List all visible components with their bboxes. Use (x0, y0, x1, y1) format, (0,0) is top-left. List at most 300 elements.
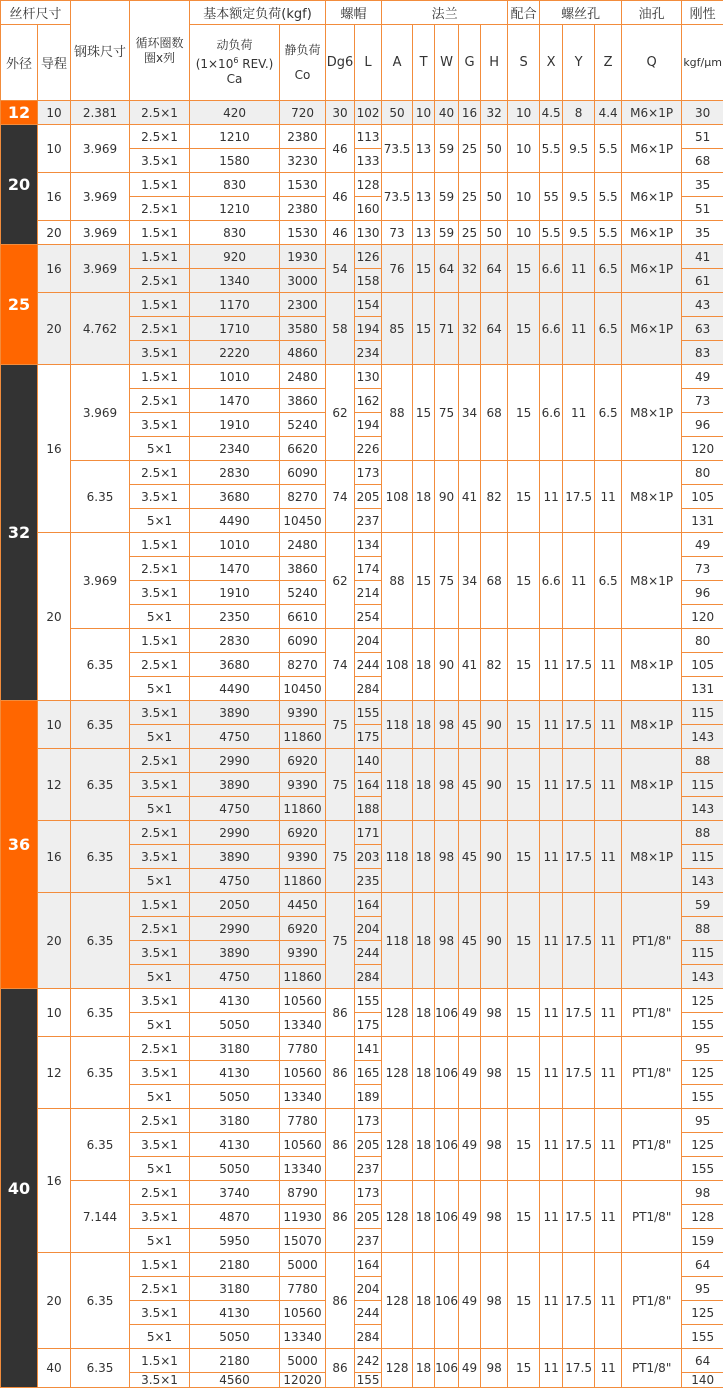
static-load-cell: 12020 (280, 1373, 326, 1388)
z-cell: 11 (595, 989, 622, 1037)
w-cell: 106 (435, 1037, 459, 1109)
static-load-cell: 2380 (280, 197, 326, 221)
l-cell: 244 (355, 941, 382, 965)
dynamic-load-cell: 4130 (190, 1301, 280, 1325)
h-cell: 90 (481, 821, 508, 893)
l-cell: 102 (355, 101, 382, 125)
circuits-cell: 1.5×1 (130, 1253, 190, 1277)
dg6-cell: 58 (326, 293, 355, 365)
g-cell: 34 (459, 533, 481, 629)
static-load-cell: 6920 (280, 749, 326, 773)
dynamic-load-cell: 4490 (190, 677, 280, 701)
g-cell: 32 (459, 293, 481, 365)
dg6-cell: 54 (326, 245, 355, 293)
table-row (1, 749, 723, 773)
l-cell: 226 (355, 437, 382, 461)
dynamic-load-cell: 5950 (190, 1229, 280, 1253)
ball-size-cell: 6.35 (71, 893, 130, 989)
l-cell: 254 (355, 605, 382, 629)
circuits-cell: 3.5×1 (130, 1133, 190, 1157)
dynamic-load-cell: 1170 (190, 293, 280, 317)
rigidity-cell: 80 (682, 629, 723, 653)
rigidity-cell: 64 (682, 1349, 723, 1373)
x-cell: 4.5 (540, 101, 563, 125)
h-cell: 50 (481, 125, 508, 173)
circuits-cell: 2.5×1 (130, 821, 190, 845)
static-load-cell: 6920 (280, 821, 326, 845)
lead-cell: 16 (38, 1109, 71, 1253)
w-cell: 71 (435, 293, 459, 365)
t-header: T (413, 25, 435, 101)
a-cell: 73.5 (382, 125, 413, 173)
l-cell: 155 (355, 701, 382, 725)
circuits-cell: 5×1 (130, 1085, 190, 1109)
rigidity-cell: 155 (682, 1013, 723, 1037)
a-cell: 88 (382, 533, 413, 629)
ball-size-cell: 3.969 (71, 245, 130, 293)
static-load-cell: 7780 (280, 1109, 326, 1133)
lead-cell: 10 (38, 989, 71, 1037)
circuits-cell: 5×1 (130, 1013, 190, 1037)
static-load-label: 静负荷 (280, 43, 325, 58)
dynamic-load-cell: 830 (190, 221, 280, 245)
l-cell: 160 (355, 197, 382, 221)
l-cell: 140 (355, 749, 382, 773)
lead-cell: 20 (38, 221, 71, 245)
dg6-cell: 86 (326, 989, 355, 1037)
z-cell: 11 (595, 749, 622, 821)
circuits-cell: 3.5×1 (130, 1373, 190, 1388)
ball-size-cell: 6.35 (71, 1037, 130, 1109)
x-cell: 11 (540, 989, 563, 1037)
x-cell: 11 (540, 1181, 563, 1253)
s-header: S (508, 25, 540, 101)
y-cell: 17.5 (563, 461, 595, 533)
rigidity-cell: 80 (682, 461, 723, 485)
t-cell: 15 (413, 245, 435, 293)
outer-dia-cell: 12 (1, 101, 38, 125)
table-row (1, 461, 723, 485)
circuits-cell: 2.5×1 (130, 1277, 190, 1301)
dg6-cell: 75 (326, 749, 355, 821)
dynamic-load-cell: 1210 (190, 197, 280, 221)
table-row (1, 1109, 723, 1133)
g-cell: 49 (459, 1349, 481, 1388)
h-cell: 98 (481, 1349, 508, 1388)
dynamic-load-header (190, 25, 280, 101)
static-load-cell: 9390 (280, 701, 326, 725)
dynamic-load-cell: 4490 (190, 509, 280, 533)
y-cell: 17.5 (563, 701, 595, 749)
rigidity-cell: 51 (682, 125, 723, 149)
l-cell: 154 (355, 293, 382, 317)
dynamic-load-cell: 1010 (190, 365, 280, 389)
static-load-cell: 9390 (280, 845, 326, 869)
lead-cell: 16 (38, 173, 71, 221)
dynamic-load-cell: 2350 (190, 605, 280, 629)
static-load-cell: 5000 (280, 1349, 326, 1373)
dynamic-load-cell: 3180 (190, 1277, 280, 1301)
dynamic-load-cell: 2220 (190, 341, 280, 365)
circuits-cell: 3.5×1 (130, 1301, 190, 1325)
l-cell: 237 (355, 1229, 382, 1253)
q-cell: PT1/8" (622, 1349, 682, 1388)
ball-size-cell: 6.35 (71, 701, 130, 749)
z-cell: 11 (595, 1253, 622, 1349)
z-cell: 5.5 (595, 125, 622, 173)
table-row (1, 533, 723, 557)
t-cell: 18 (413, 989, 435, 1037)
table-row (1, 1037, 723, 1061)
rigidity-cell: 88 (682, 821, 723, 845)
q-cell: PT1/8" (622, 893, 682, 989)
static-load-cell: 6090 (280, 461, 326, 485)
x-cell: 6.6 (540, 533, 563, 629)
circuits-cell: 5×1 (130, 725, 190, 749)
dg6-cell: 46 (326, 221, 355, 245)
circuits-cell: 5×1 (130, 1229, 190, 1253)
q-cell: M8×1P (622, 533, 682, 629)
circuits-header: 循环圈数圈x列 (130, 1, 190, 101)
ball-size-cell: 3.969 (71, 173, 130, 221)
static-load-cell: 3230 (280, 149, 326, 173)
lead-cell: 20 (38, 1253, 71, 1349)
g-cell: 45 (459, 749, 481, 821)
outer-dia-cell: 20 (1, 125, 38, 245)
t-cell: 18 (413, 1349, 435, 1388)
static-load-cell: 10450 (280, 677, 326, 701)
circuits-cell: 2.5×1 (130, 389, 190, 413)
a-cell: 128 (382, 1253, 413, 1349)
y-cell: 9.5 (563, 173, 595, 221)
a-cell: 128 (382, 1349, 413, 1388)
g-cell: 25 (459, 125, 481, 173)
w-header: W (435, 25, 459, 101)
rigidity-cell: 96 (682, 581, 723, 605)
g-cell: 49 (459, 1037, 481, 1109)
a-cell: 128 (382, 989, 413, 1037)
a-cell: 128 (382, 1181, 413, 1253)
x-cell: 55 (540, 173, 563, 221)
t-cell: 18 (413, 749, 435, 821)
table-row (1, 221, 723, 245)
x-cell: 6.6 (540, 245, 563, 293)
l-cell: 205 (355, 1205, 382, 1229)
dg6-cell: 75 (326, 893, 355, 989)
q-cell: PT1/8" (622, 1253, 682, 1349)
l-cell: 205 (355, 1133, 382, 1157)
dynamic-load-cell: 5050 (190, 1157, 280, 1181)
q-cell: M8×1P (622, 461, 682, 533)
g-cell: 49 (459, 1181, 481, 1253)
dg6-cell: 74 (326, 629, 355, 701)
a-cell: 88 (382, 365, 413, 461)
l-cell: 164 (355, 893, 382, 917)
rigidity-cell: 125 (682, 1301, 723, 1325)
dg6-cell: 86 (326, 1253, 355, 1349)
circuits-cell: 1.5×1 (130, 533, 190, 557)
table-row (1, 365, 723, 389)
g-cell: 25 (459, 221, 481, 245)
rigidity-cell: 115 (682, 941, 723, 965)
static-load-cell: 2380 (280, 125, 326, 149)
t-cell: 18 (413, 1109, 435, 1181)
h-header: H (481, 25, 508, 101)
l-cell: 141 (355, 1037, 382, 1061)
dynamic-load-cell: 3890 (190, 773, 280, 797)
outer-dia-cell: 40 (1, 989, 38, 1388)
circuits-cell: 5×1 (130, 605, 190, 629)
dynamic-load-cell: 3680 (190, 653, 280, 677)
rigidity-cell: 105 (682, 485, 723, 509)
dynamic-load-cell: 4130 (190, 1133, 280, 1157)
dynamic-load-cell: 1340 (190, 269, 280, 293)
x-cell: 11 (540, 821, 563, 893)
z-cell: 11 (595, 629, 622, 701)
rigidity-cell: 51 (682, 197, 723, 221)
y-cell: 17.5 (563, 1181, 595, 1253)
l-cell: 234 (355, 341, 382, 365)
static-load-cell: 10450 (280, 509, 326, 533)
static-load-cell: 7780 (280, 1277, 326, 1301)
static-load-cell: 9390 (280, 941, 326, 965)
circuits-cell: 3.5×1 (130, 341, 190, 365)
l-cell: 165 (355, 1061, 382, 1085)
w-cell: 106 (435, 1349, 459, 1388)
h-cell: 68 (481, 365, 508, 461)
rigidity-cell: 143 (682, 725, 723, 749)
circuits-cell: 5×1 (130, 869, 190, 893)
lead-header: 导程 (38, 25, 71, 101)
dynamic-load-cell: 1470 (190, 557, 280, 581)
x-cell: 11 (540, 701, 563, 749)
rigidity-cell: 35 (682, 221, 723, 245)
static-load-cell: 720 (280, 101, 326, 125)
rigidity-cell: 131 (682, 509, 723, 533)
q-cell: M8×1P (622, 701, 682, 749)
static-load-cell: 13340 (280, 1085, 326, 1109)
dg6-header: Dg6 (326, 25, 355, 101)
l-cell: 205 (355, 485, 382, 509)
y-cell: 17.5 (563, 1253, 595, 1349)
dynamic-load-cell: 5050 (190, 1013, 280, 1037)
dynamic-load-cell: 2830 (190, 629, 280, 653)
ca-label: Ca (190, 72, 279, 87)
dynamic-load-cell: 2340 (190, 437, 280, 461)
a-cell: 118 (382, 821, 413, 893)
s-cell: 15 (508, 461, 540, 533)
q-cell: M8×1P (622, 749, 682, 821)
q-cell: PT1/8" (622, 989, 682, 1037)
rigidity-cell: 115 (682, 845, 723, 869)
a-header: A (382, 25, 413, 101)
bolt-hole-header: 螺丝孔 (540, 1, 622, 25)
t-cell: 13 (413, 173, 435, 221)
dynamic-load-condition: ($1\times 10^6$ REV.) (190, 53, 279, 72)
table-row (1, 893, 723, 917)
rigidity-cell: 131 (682, 677, 723, 701)
rigidity-cell: 59 (682, 893, 723, 917)
ball-size-cell: 6.35 (71, 461, 130, 533)
dynamic-load-cell: 4750 (190, 965, 280, 989)
circuits-cell: 3.5×1 (130, 149, 190, 173)
static-load-cell: 4450 (280, 893, 326, 917)
dynamic-load-cell: 4130 (190, 989, 280, 1013)
static-load-cell: 7780 (280, 1037, 326, 1061)
x-cell: 11 (540, 461, 563, 533)
s-cell: 15 (508, 365, 540, 461)
t-cell: 18 (413, 629, 435, 701)
q-cell: M6×1P (622, 245, 682, 293)
s-cell: 15 (508, 245, 540, 293)
a-cell: 108 (382, 629, 413, 701)
dynamic-load-cell: 420 (190, 101, 280, 125)
dynamic-load-cell: 1910 (190, 581, 280, 605)
w-cell: 59 (435, 221, 459, 245)
static-load-cell: 11930 (280, 1205, 326, 1229)
dg6-cell: 86 (326, 1109, 355, 1181)
q-cell: PT1/8" (622, 1037, 682, 1109)
static-load-cell: 2480 (280, 533, 326, 557)
z-header: Z (595, 25, 622, 101)
rigidity-header: 刚性 (682, 1, 723, 25)
s-cell: 15 (508, 1109, 540, 1181)
l-cell: 244 (355, 653, 382, 677)
w-cell: 90 (435, 461, 459, 533)
static-load-cell: 2300 (280, 293, 326, 317)
g-cell: 41 (459, 629, 481, 701)
table-row (1, 821, 723, 845)
g-cell: 49 (459, 1253, 481, 1349)
dynamic-load-cell: 1010 (190, 533, 280, 557)
l-cell: 194 (355, 317, 382, 341)
rigidity-cell: 49 (682, 365, 723, 389)
dynamic-load-cell: 2050 (190, 893, 280, 917)
dynamic-load-cell: 4560 (190, 1373, 280, 1388)
dg6-cell: 75 (326, 821, 355, 893)
t-cell: 15 (413, 293, 435, 365)
rigidity-cell: 64 (682, 1253, 723, 1277)
x-cell: 11 (540, 893, 563, 989)
circuits-cell: 2.5×1 (130, 917, 190, 941)
table-row (1, 293, 723, 317)
circuits-cell: 5×1 (130, 797, 190, 821)
ball-size-cell: 6.35 (71, 1349, 130, 1388)
y-cell: 17.5 (563, 1109, 595, 1181)
dynamic-load-cell: 1710 (190, 317, 280, 341)
z-cell: 5.5 (595, 173, 622, 221)
s-cell: 15 (508, 989, 540, 1037)
circuits-cell: 2.5×1 (130, 101, 190, 125)
l-cell: 164 (355, 1253, 382, 1277)
t-cell: 10 (413, 101, 435, 125)
table-row (1, 1253, 723, 1277)
ball-size-cell: 6.35 (71, 989, 130, 1037)
lead-cell: 20 (38, 533, 71, 701)
circuits-cell: 2.5×1 (130, 653, 190, 677)
static-load-cell: 5000 (280, 1253, 326, 1277)
static-load-cell: 11860 (280, 725, 326, 749)
l-cell: 174 (355, 557, 382, 581)
ball-size-cell: 6.35 (71, 821, 130, 893)
a-cell: 118 (382, 893, 413, 989)
dg6-cell: 75 (326, 701, 355, 749)
rigidity-cell: 63 (682, 317, 723, 341)
circuits-cell: 2.5×1 (130, 1181, 190, 1205)
q-cell: M6×1P (622, 293, 682, 365)
l-cell: 130 (355, 221, 382, 245)
dynamic-load-cell: 2990 (190, 749, 280, 773)
g-cell: 25 (459, 173, 481, 221)
l-cell: 164 (355, 773, 382, 797)
w-cell: 59 (435, 173, 459, 221)
s-cell: 10 (508, 173, 540, 221)
static-load-cell: 13340 (280, 1325, 326, 1349)
t-cell: 18 (413, 1037, 435, 1109)
lead-cell: 20 (38, 293, 71, 365)
l-cell: 173 (355, 1181, 382, 1205)
circuits-cell: 1.5×1 (130, 893, 190, 917)
rigidity-unit-header: kgf/μm (682, 25, 723, 101)
y-cell: 11 (563, 533, 595, 629)
l-cell: 134 (355, 533, 382, 557)
z-cell: 6.5 (595, 245, 622, 293)
t-cell: 18 (413, 893, 435, 989)
l-cell: 189 (355, 1085, 382, 1109)
s-cell: 15 (508, 1181, 540, 1253)
t-cell: 18 (413, 701, 435, 749)
g-cell: 41 (459, 461, 481, 533)
rigidity-cell: 68 (682, 149, 723, 173)
l-cell: 133 (355, 149, 382, 173)
ball-size-cell: 6.35 (71, 629, 130, 701)
dynamic-load-cell: 920 (190, 245, 280, 269)
table-row (1, 245, 723, 269)
s-cell: 15 (508, 893, 540, 989)
z-cell: 6.5 (595, 365, 622, 461)
table-row (1, 173, 723, 197)
x-cell: 6.6 (540, 365, 563, 461)
ball-size-cell: 4.762 (71, 293, 130, 365)
dynamic-load-cell: 3180 (190, 1109, 280, 1133)
static-load-cell: 8270 (280, 485, 326, 509)
rigidity-cell: 96 (682, 413, 723, 437)
rigidity-cell: 120 (682, 605, 723, 629)
dynamic-load-cell: 3180 (190, 1037, 280, 1061)
static-load-cell: 1530 (280, 173, 326, 197)
l-cell: 204 (355, 629, 382, 653)
ball-size-cell: 3.969 (71, 221, 130, 245)
rigidity-cell: 159 (682, 1229, 723, 1253)
ball-size-cell: 3.969 (71, 533, 130, 629)
ball-size-cell: 7.144 (71, 1181, 130, 1253)
l-cell: 173 (355, 461, 382, 485)
q-cell: M8×1P (622, 629, 682, 701)
dynamic-load-cell: 830 (190, 173, 280, 197)
static-load-cell: 6090 (280, 629, 326, 653)
lead-cell: 12 (38, 749, 71, 821)
t-cell: 15 (413, 365, 435, 461)
rigidity-cell: 155 (682, 1085, 723, 1109)
static-load-header (280, 25, 326, 101)
dg6-cell: 62 (326, 365, 355, 461)
w-cell: 98 (435, 749, 459, 821)
a-cell: 128 (382, 1037, 413, 1109)
static-load-cell: 5240 (280, 581, 326, 605)
x-header: X (540, 25, 563, 101)
l-cell: 188 (355, 797, 382, 821)
x-cell: 11 (540, 1253, 563, 1349)
